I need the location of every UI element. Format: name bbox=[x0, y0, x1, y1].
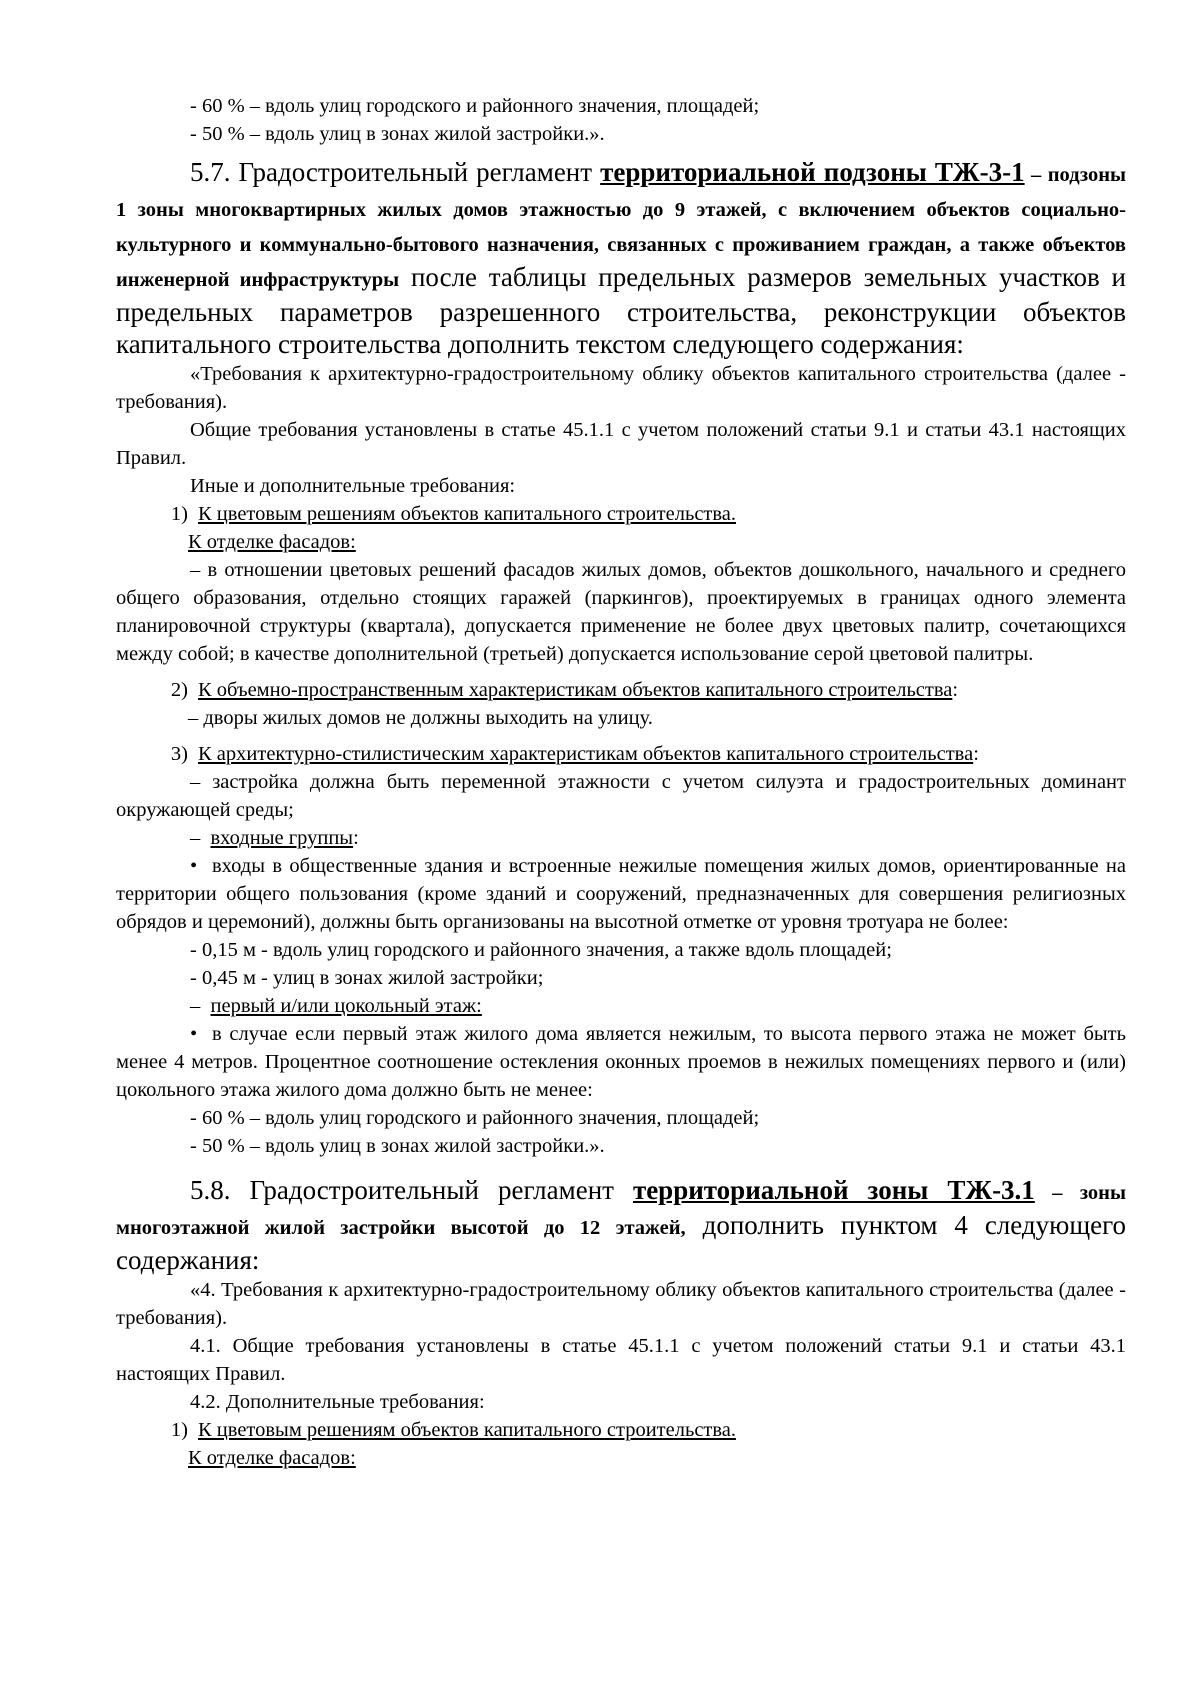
s58-additional-requirements: 4.2. Дополнительные требования: bbox=[190, 1391, 485, 1413]
bullet-icon: • bbox=[190, 855, 198, 877]
section-5-8-zone-desc: – зоны многоэтажной жилой застройки высотой до 12 этажей, bbox=[116, 1182, 1126, 1239]
s57-item-1 bbox=[116, 500, 1126, 528]
s57-item-2-title-wrap bbox=[198, 676, 1126, 704]
s57-item-3-colon: : bbox=[973, 743, 979, 765]
s57-bullet-floor-text: в случае если первый этаж жилого дома является нежилым, то высота первого этажа не может быть менее 4 метров. Процентное соотношение остекления оконных проемов в нежилых помещениях первого и (или) цокольного этажа жилого дома должно быть не менее: bbox=[116, 1023, 1126, 1101]
s58-general-requirements: 4.1. Общие требования установлены в статье 45.1.1 с учетом положений статьи 9.1 и статьи 43.1 настоящих Правил. bbox=[116, 1335, 1126, 1385]
section-5-8-tail: дополнить пунктом 4 следующего содержания: bbox=[116, 1210, 1126, 1275]
s57-item-1-number: 1) bbox=[170, 503, 188, 525]
s58-facade-label: К отделке фасадов: bbox=[188, 1447, 356, 1469]
glazing-line-50: - 50 % – вдоль улиц в зонах жилой застройки.». bbox=[190, 123, 605, 145]
section-5-7-heading bbox=[116, 156, 1126, 360]
s57-item-3-text: – застройка должна быть переменной этажности с учетом силуэта и градостроительных доминант окружающей среды; bbox=[116, 771, 1126, 821]
s57-item-3-title: К архитектурно-стилистическим характеристикам объектов капитального строительства bbox=[198, 743, 974, 765]
s57-bullet-floor bbox=[116, 1020, 1126, 1104]
s57-entrance-colon: : bbox=[353, 827, 359, 849]
s57-floor-text: первый и/или цокольный этаж: bbox=[210, 995, 482, 1017]
s57-item-2-text: – дворы жилых домов не должны выходить на улицу. bbox=[188, 707, 653, 729]
s57-height-line-2: - 0,45 м - улиц в зонах жилой застройки; bbox=[190, 967, 544, 989]
section-5-7-number: 5.7. Градостроительный регламент bbox=[190, 157, 601, 187]
s57-facade-label: К отделке фасадов: bbox=[188, 531, 356, 553]
s57-item-2 bbox=[116, 676, 1126, 704]
s58-item-1-title: К цветовым решениям объектов капитального строительства. bbox=[198, 1419, 737, 1441]
s58-requirements-intro: «4. Требования к архитектурно-градостроительному облику объектов капитального строительства (далее - требования). bbox=[116, 1279, 1126, 1329]
s57-additional-requirements: Иные и дополнительные требования: bbox=[190, 475, 516, 497]
s57-item-1-subtitle bbox=[116, 528, 1126, 556]
s57-general-requirements: Общие требования установлены в статье 45.1.1 с учетом положений статьи 9.1 и статьи 43.1 настоящих Правил. bbox=[116, 419, 1126, 469]
s57-requirements-intro: «Требования к архитектурно-градостроительному облику объектов капитального строительства (далее - требования). bbox=[116, 363, 1126, 413]
s57-bullet-entrances-text: входы в общественные здания и встроенные нежилые помещения жилых домов, ориентированные на территории общего пользования (кроме зданий и сооружений, предназначенных для совершения религиозных обрядов и церемоний), должны быть организованы на высотной отметке от уровня тротуара не более: bbox=[116, 855, 1126, 933]
s57-item-3-number: 3) bbox=[170, 743, 188, 765]
section-5-7-zone-desc: – подзоны 1 зоны многоквартирных жилых домов этажностью до 9 этажей, с включением объектов социально-культурного и коммунально-бытового назначения, связанных с проживанием граждан, а также объектов инженерной инфраструктуры bbox=[116, 164, 1127, 291]
s57-item-3-title-wrap bbox=[198, 740, 1126, 768]
s58-item-1 bbox=[116, 1416, 1126, 1444]
s57-item-2-title: К объемно-пространственным характеристикам объектов капитального строительства bbox=[198, 679, 953, 701]
s58-item-1-number: 1) bbox=[170, 1419, 188, 1441]
s57-glazing-60: - 60 % – вдоль улиц городского и районного значения, площадей; bbox=[190, 1107, 760, 1129]
s57-entrance-dash: – bbox=[190, 827, 211, 849]
section-5-7-tail: после таблицы предельных размеров земельных участков и предельных параметров разрешенного строительства, реконструкции объектов капитального строительства дополнить текстом следующего содержания: bbox=[116, 262, 1127, 359]
s57-floor-dash: – bbox=[190, 995, 211, 1017]
s57-item-2-colon: : bbox=[952, 679, 959, 701]
document-page bbox=[116, 92, 1126, 1472]
s57-floor-label bbox=[116, 992, 1126, 1020]
s57-entrance-groups bbox=[116, 824, 1126, 852]
bullet-icon: • bbox=[190, 1023, 198, 1045]
s57-height-line-1: - 0,15 м - вдоль улиц городского и районного значения, а также вдоль площадей; bbox=[190, 939, 892, 961]
s57-item-1-text: – в отношении цветовых решений фасадов жилых домов, объектов дошкольного, начального и среднего общего образования, отдельно стоящих гаражей (паркингов), проектируемых в границах одного элемента планировочной структуры (квартала), допускается применение не более двух цветовых палитр, сочетающихся между собой; в качестве дополнительной (третьей) допускается использование серой цветовой палитры. bbox=[116, 559, 1126, 665]
s58-item-1-subtitle bbox=[116, 1444, 1126, 1472]
s57-item-2-number: 2) bbox=[170, 679, 188, 701]
s57-glazing-50: - 50 % – вдоль улиц в зонах жилой застройки.». bbox=[190, 1135, 605, 1157]
s57-entrance-label: входные группы bbox=[210, 827, 354, 849]
section-5-8-zone-name: территориальной зоны ТЖ-3.1 bbox=[632, 1175, 1035, 1205]
s57-bullet-entrances bbox=[116, 852, 1126, 936]
glazing-line-60: - 60 % – вдоль улиц городского и районного значения, площадей; bbox=[190, 95, 760, 117]
section-5-8-number: 5.8. Градостроительный регламент bbox=[190, 1175, 633, 1205]
s57-item-1-title: К цветовым решениям объектов капитального строительства. bbox=[198, 503, 737, 525]
s57-item-3 bbox=[116, 740, 1126, 768]
section-5-8-heading bbox=[116, 1174, 1126, 1276]
section-5-7-zone-name: территориальной подзоны ТЖ-3-1 bbox=[600, 157, 1025, 187]
